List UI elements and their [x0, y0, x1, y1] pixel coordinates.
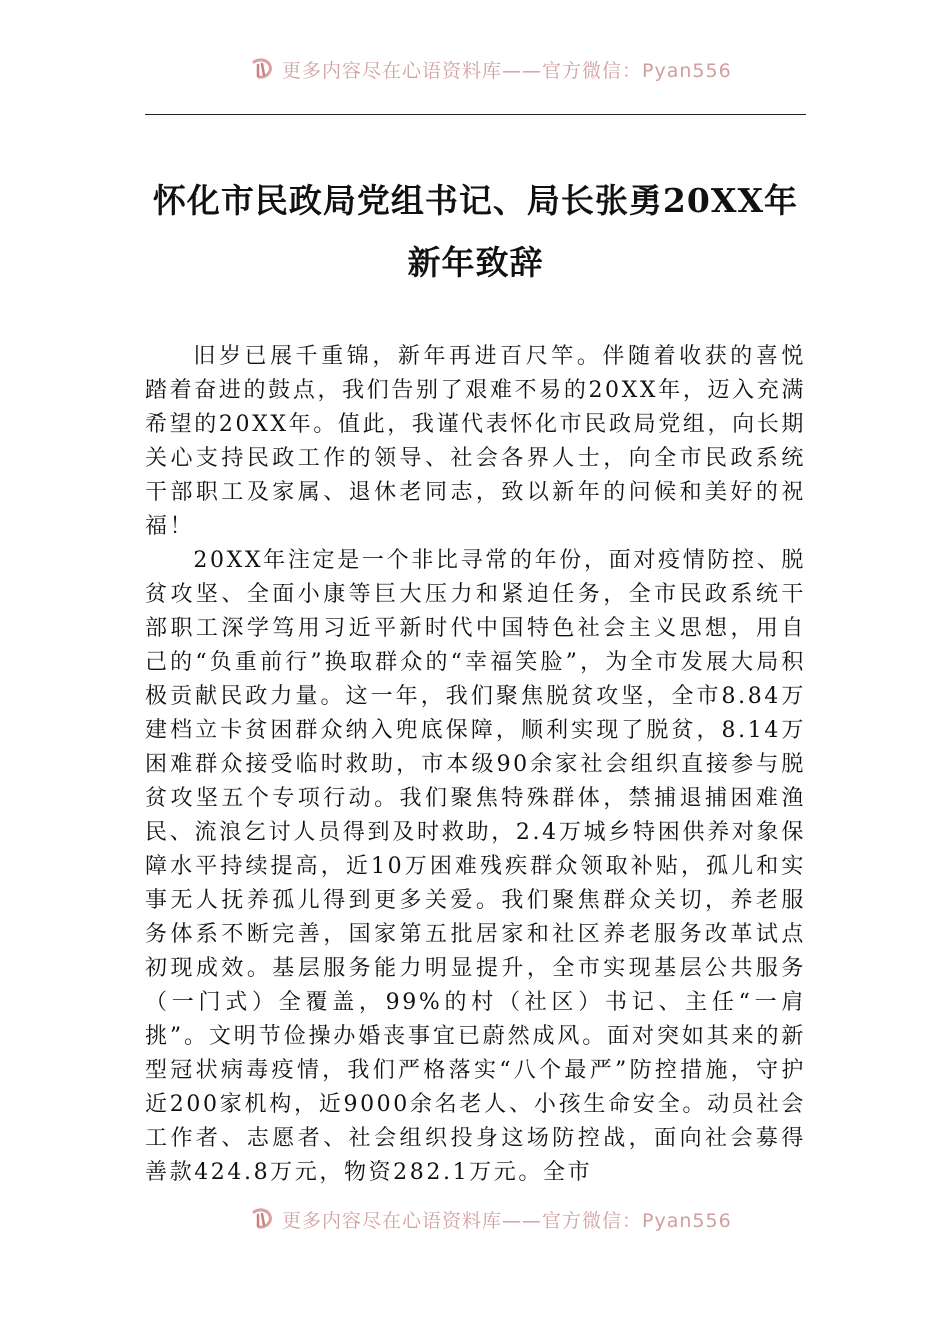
title-line-2: 新年致辞 [407, 243, 544, 282]
paragraph-2: 20XX年注定是一个非比寻常的年份，面对疫情防控、脱贫攻坚、全面小康等巨大压力和紧迫任务，全市民政系统干部职工深学笃用习近平新时代中国特色社会主义思想，用自己的“负重前行”换取群众的“幸福笑脸”，为全市发展大局积极贡献民政力量。这一年，我们聚焦脱贫攻坚，全市8.84万建档立卡贫困群众纳入兜底保障，顺利实现了脱贫，8.14万困难群众接受临时救助，市本级90余家社会组织直接参与脱贫攻坚五个专项行动。我们聚焦特殊群体，禁捕退捕困难渔民、流浪乞讨人员得到及时救助，2.4万城乡特困供养对象保障水平持续提高，近10万困难残疾群众领取补贴，孤儿和实事无人抚养孤儿得到更多关爱。我们聚焦群众关切，养老服务体系不断完善，国家第五批居家和社区养老服务改革试点初现成效。基层服务能力明显提升，全市实现基层公共服务（一门式）全覆盖，99%的村（社区）书记、主任“一肩挑”。文明节俭操办婚丧事宜已蔚然成风。面对突如其来的新型冠状病毒疫情，我们严格落实“八个最严”防控措施，守护近200家机构，近9000余名老人、小孩生命安全。动员社会工作者、志愿者、社会组织投身这场防控战，面向社会募得善款424.8万元，物资282.1万元。全市 [145, 548, 806, 1185]
watermark-text: 更多内容尽在心语资料库——官方微信：Pyan556 [282, 59, 732, 82]
watermark-logo-icon [250, 56, 276, 82]
watermark-text: 更多内容尽在心语资料库——官方微信：Pyan556 [282, 1209, 732, 1232]
document-title [145, 170, 806, 294]
watermark-logo-icon [250, 1206, 276, 1232]
watermark-footer [250, 1206, 732, 1232]
title-line-1: 怀化市民政局党组书记、局长张勇20XX年 [152, 181, 799, 220]
paragraph-1: 旧岁已展千重锦，新年再进百尺竿。伴随着收获的喜悦踏着奋进的鼓点，我们告别了艰难不易的20XX年，迈入充满希望的20XX年。值此，我谨代表怀化市民政局党组，向长期关心支持民政工作的领导、社会各界人士，向全市民政系统干部职工及家属、退休老同志，致以新年的问候和美好的祝福！ [145, 344, 806, 539]
watermark-header [250, 56, 732, 82]
document-body [145, 340, 806, 1190]
header-rule [145, 114, 806, 115]
